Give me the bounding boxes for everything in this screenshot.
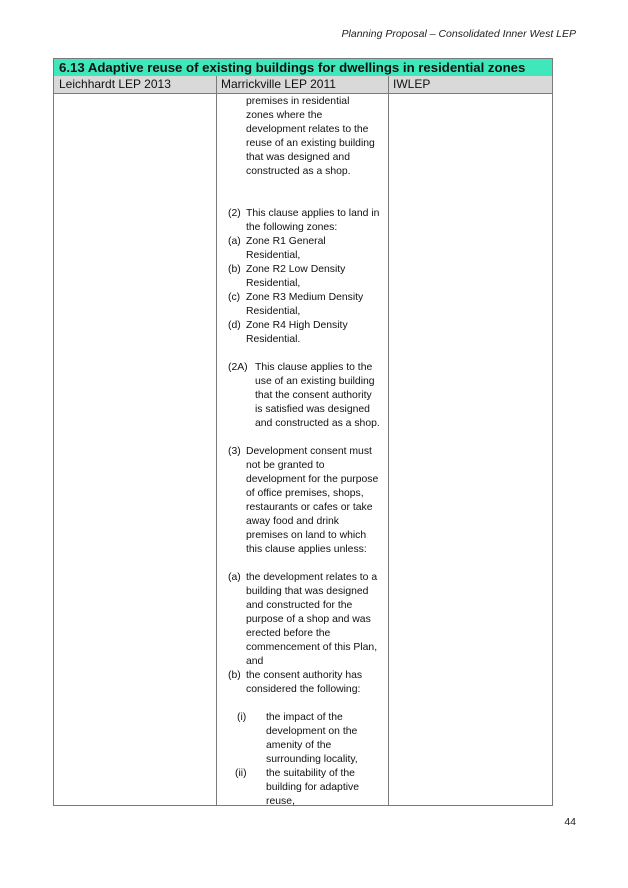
column-header-iwlep: IWLEP bbox=[393, 77, 431, 91]
factor-item: (ii) the suitability of the building for adaptive reuse, bbox=[235, 768, 360, 807]
zone-item: (c) Zone R3 Medium Density Residential, bbox=[228, 292, 364, 317]
marrickville-cell bbox=[218, 95, 388, 809]
subclause-label: (3) bbox=[228, 446, 241, 457]
column-header-leichhardt: Leichhardt LEP 2013 bbox=[59, 77, 171, 91]
page-number: 44 bbox=[564, 816, 576, 828]
column-header-marrickville: Marrickville LEP 2011 bbox=[221, 77, 336, 91]
clause-continuation: premises in residential zones where the development relates to the reuse of an existing building that was designed and constructed as a shop. bbox=[246, 96, 375, 177]
condition-item: (b) the consent authority has considered the following: bbox=[228, 670, 363, 695]
subclause-3: (3) Development consent must not be granted to development for the purpose of office premises, shops, restaurants or cafes or take away food and drink premises on land to which this clause applies unless: bbox=[228, 446, 379, 555]
table-title: 6.13 Adaptive reuse of existing buildings for dwellings in residential zones bbox=[54, 59, 552, 77]
running-header: Planning Proposal – Consolidated Inner West LEP bbox=[341, 28, 576, 40]
zone-item: (b) Zone R2 Low Density Residential, bbox=[228, 264, 346, 289]
column-divider bbox=[216, 76, 217, 805]
column-divider bbox=[388, 76, 389, 805]
subclause-label: (2) bbox=[228, 208, 241, 219]
condition-item: (a) the development relates to a building that was designed and constructed for the purpose of a shop and was erected before the commencement of this Plan, and bbox=[228, 572, 378, 667]
comparison-table bbox=[53, 58, 553, 806]
subclause-2: (2) This clause applies to land in the following zones: bbox=[228, 208, 380, 233]
subclause-2a: (2A) This clause applies to the use of an existing building that the consent authority is satisfied was designed and constructed as a shop. bbox=[228, 362, 380, 429]
subclause-label: (2A) bbox=[228, 362, 248, 373]
zone-item: (d) Zone R4 High Density Residential. bbox=[228, 320, 348, 345]
table-header-row bbox=[54, 76, 552, 94]
zone-item: (a) Zone R1 General Residential, bbox=[228, 236, 326, 261]
factor-item: (i) the impact of the development on the amenity of the surrounding locality, bbox=[237, 712, 358, 765]
